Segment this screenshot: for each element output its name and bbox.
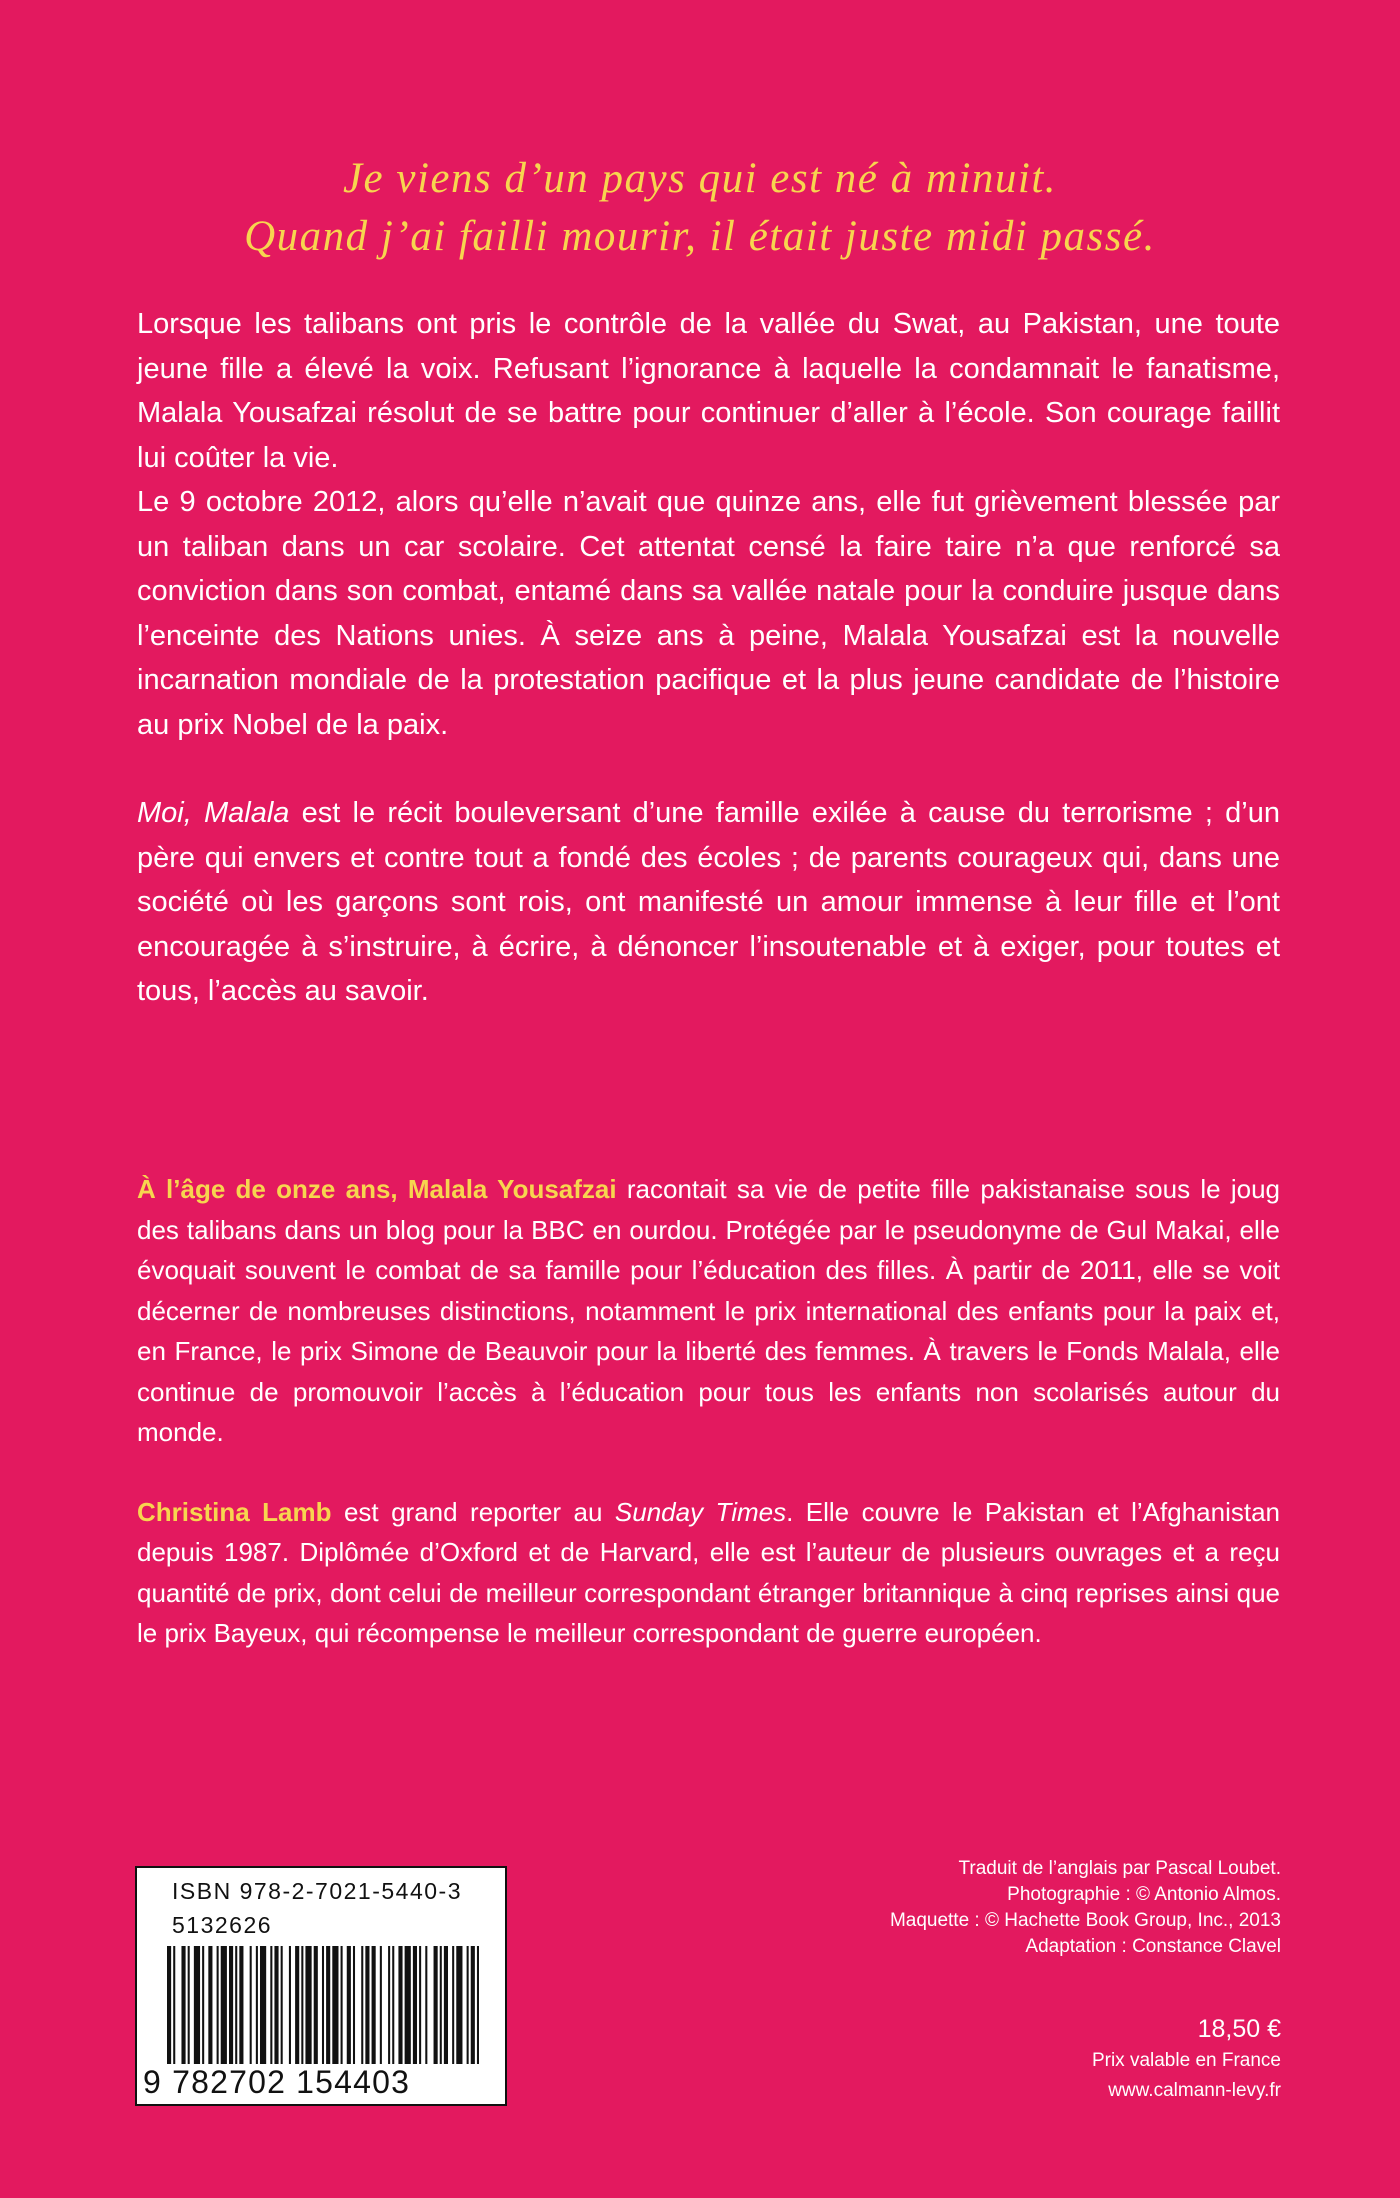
lamb-bio (137, 1492, 1280, 1654)
synopsis (137, 302, 1280, 1014)
barcode-bar (217, 1946, 219, 2064)
barcode-bar (405, 1946, 411, 2064)
barcode-bar (326, 1946, 330, 2064)
epigraph-quote (0, 150, 1400, 266)
barcode-bar (256, 1946, 258, 2064)
barcode-bar (322, 1946, 324, 2064)
barcode-bar (301, 1946, 303, 2064)
lamb-name: Christina Lamb (137, 1496, 332, 1527)
barcode-bar (260, 1946, 266, 2064)
barcode-bar (452, 1946, 454, 2064)
barcode-bar (167, 1946, 171, 2064)
barcode-icon (167, 1946, 479, 2064)
barcode-bar (419, 1946, 421, 2064)
barcode-bar (444, 1946, 448, 2064)
synopsis-paragraph: Lorsque les talibans ont pris le contrôle de la vallée du Swat, au Pakistan, une toute jeune fille a élevé la voix. Refusant l’ignorance à laquelle la condamnait le fanatisme, Malala Yousafzai résolut de se battre pour continuer d’aller à l’école. Son courage faillit lui coûter la vie. (137, 308, 1280, 474)
barcode-bar (188, 1946, 190, 2064)
barcode-bar (235, 1946, 237, 2064)
barcode-bar (477, 1946, 479, 2064)
barcode-bar (380, 1946, 382, 2064)
barcode-bar (270, 1946, 272, 2064)
barcode-box (135, 1866, 507, 2106)
ean-digits: 9 782702 154403 (143, 2064, 411, 2100)
barcode-bar (332, 1946, 338, 2064)
barcode-bar (392, 1946, 394, 2064)
barcode-bar (388, 1946, 390, 2064)
barcode-bar (221, 1946, 227, 2064)
barcode-bar (413, 1946, 417, 2064)
barcode-bar (456, 1946, 462, 2064)
quote-line-1: Je viens d’un pays qui est né à minuit. (342, 155, 1058, 202)
malala-bio-text: racontait sa vie de petite fille pakistanaise sous le joug des talibans dans un blog pour la BBC en ourdou. Protégée par le pseudonyme de Gul Makai, elle évoquait souvent le combat de sa famille pour l’éducation des filles. À partir de 2011, elle se voit décerner de nombreuses distinctions, notamment le prix international des enfants pour la paix et, en France, le prix Simone de Beauvoir pour la liberté des femmes. À travers le Fonds Malala, elle continue de promouvoir l’accès à l’éducation pour tous les enfants non scolarisés autour du monde. (137, 1174, 1280, 1447)
barcode-bar (281, 1946, 283, 2064)
malala-bio-lead: À l’âge de onze ans, Malala Yousafzai (137, 1174, 617, 1204)
barcode-bar (425, 1946, 427, 2064)
publisher-website: www.calmann-levy.fr (1108, 2080, 1281, 2101)
barcode-bar (181, 1946, 185, 2064)
barcode-bar (467, 1946, 469, 2064)
lamb-bio-text: est grand reporter au (331, 1496, 615, 1527)
barcode-bar (372, 1946, 376, 2064)
barcode-bar (173, 1946, 175, 2064)
barcode-bar (398, 1946, 402, 2064)
layout-credit: Maquette : © Hachette Book Group, Inc., 2013 (889, 1910, 1281, 1931)
product-code: 5132626 (172, 1912, 273, 1938)
barcode-bar (208, 1946, 212, 2064)
barcode-bar (353, 1946, 355, 2064)
book-title: Moi, Malala (137, 797, 290, 829)
synopsis-paragraph: Le 9 octobre 2012, alors qu’elle n’avait que quinze ans, elle fut grièvement blessée par un taliban dans un car scolaire. Cet attentat censé la faire taire n’a que renforcé sa conviction dans son combat, entamé dans sa vallée natale pour la conduire jusque dans l’enceinte des Nations unies. À seize ans à peine, Malala Yousafzai est la nouvelle incarnation mondiale de la protestation pacifique et la plus jeune candidate de l’histoire au prix Nobel de la paix. (137, 486, 1280, 741)
barcode-bar (194, 1946, 200, 2064)
barcode-bar (341, 1946, 343, 2064)
quote-line-2: Quand j’ai failli mourir, il était juste midi passé. (244, 213, 1156, 260)
credits (890, 1856, 1281, 1960)
barcode-bar (471, 1946, 475, 2064)
photo-credit: Photographie : © Antonio Almos. (1007, 1884, 1281, 1905)
barcode-bar (229, 1946, 233, 2064)
barcode-bar (274, 1946, 278, 2064)
barcode-bar (314, 1946, 318, 2064)
newspaper-name: Sunday Times (614, 1496, 787, 1527)
synopsis-paragraph (137, 791, 1280, 1014)
malala-bio (137, 1169, 1280, 1453)
lamb-bio-text: . Elle couvre le Pakistan et l’Afghanistan depuis 1987. Diplômée d’Oxford et de Harvard, elle est l’auteur de plusieurs ouvrages et a reçu quantité de prix, dont celui de meilleur correspondant étranger britannique à cinq reprises ainsi que le prix Bayeux, qui récompense le meilleur correspondant de guerre européen. (137, 1496, 1280, 1648)
barcode-bar (202, 1946, 204, 2064)
price: 18,50 € (1197, 2015, 1281, 2043)
price-note: Prix valable en France (1091, 2050, 1281, 2071)
barcode-bar (305, 1946, 311, 2064)
barcode-bar (434, 1946, 438, 2064)
barcode-bar (250, 1946, 252, 2064)
synopsis-text: est le récit bouleversant d’une famille exilée à cause du terrorisme ; d’un père qui envers et contre tout a fondé des écoles ; de parents courageux qui, dans une société où les garçons sont rois, ont manifesté un amour immense à leur fille et l’ont encouragée à s’instruire, à écrire, à dénoncer l’insoutenable et à exiger, pour toutes et tous, l’accès au savoir. (137, 797, 1280, 1007)
barcode-bar (239, 1946, 243, 2064)
translator-credit: Traduit de l’anglais par Pascal Loubet. (958, 1858, 1281, 1879)
barcode-bar (365, 1946, 369, 2064)
adaptation-credit: Adaptation : Constance Clavel (1025, 1936, 1281, 1957)
barcode-bar (295, 1946, 299, 2064)
barcode-bar (361, 1946, 363, 2064)
barcode-bar (289, 1946, 291, 2064)
price-block (1092, 2012, 1281, 2106)
author-bios (137, 1169, 1280, 1654)
barcode-bar (347, 1946, 351, 2064)
barcode-bar (440, 1946, 442, 2064)
isbn-number: ISBN 978-2-7021-5440-3 (172, 1878, 462, 1904)
